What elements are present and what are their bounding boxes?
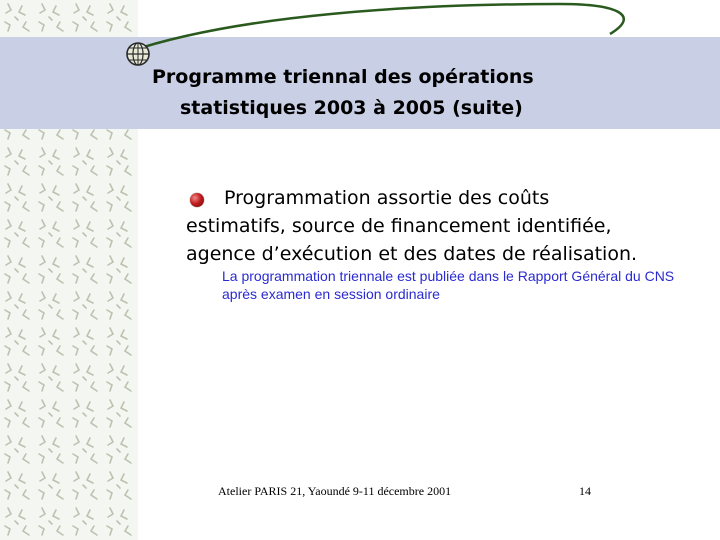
title-line-1: Programme triennal des opérations — [152, 66, 534, 88]
footer-event: Atelier PARIS 21, Yaoundé 9-11 décembre 2001 — [218, 484, 452, 498]
main-bullet — [186, 184, 706, 268]
sub-bullet-text: La programmation triennale est publiée dans le Rapport Général du CNS après examen en session ordinaire — [222, 268, 675, 302]
main-bullet-line-2: estimatifs, source de financement identifiée, — [186, 215, 612, 237]
title-line-2: statistiques 2003 à 2005 (suite) — [180, 97, 523, 119]
swoosh-decoration — [0, 0, 720, 60]
main-bullet-text — [186, 184, 706, 268]
main-bullet-line-1: Programmation assortie des coûts — [224, 187, 550, 209]
main-bullet-line-3: agence d’exécution et des dates de réalisation. — [186, 243, 638, 265]
page-number: 14 — [579, 484, 591, 498]
slide-title — [148, 62, 708, 124]
